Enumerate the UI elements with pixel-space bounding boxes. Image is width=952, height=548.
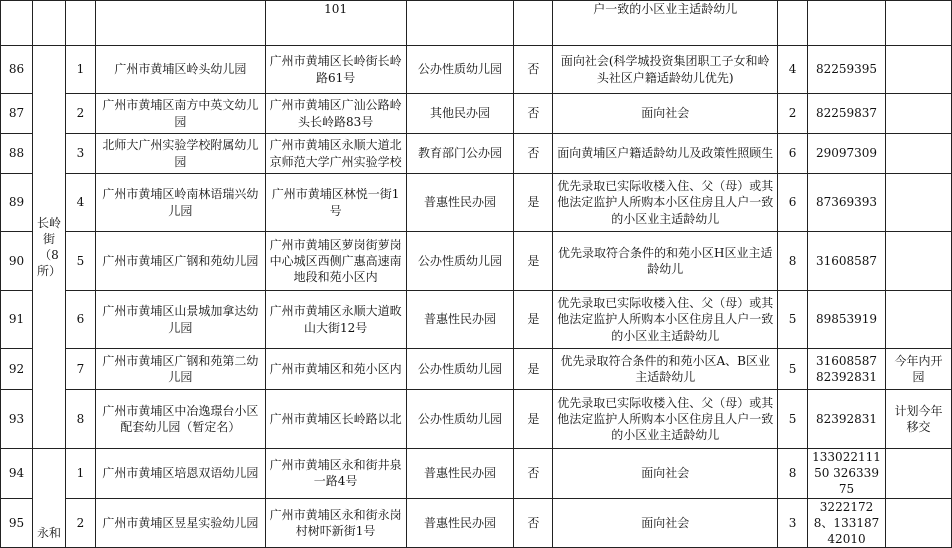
cell-address: 广州市黄埔区永顺大道北京师范大学广州实验学校 [265,134,406,174]
cell-seq: 8 [65,390,95,449]
cell-name: 广州市黄埔区岭头幼儿园 [95,46,265,94]
cell-note [885,46,951,94]
cell-type: 普惠性民办园 [406,449,514,499]
cell-no: 88 [1,134,33,174]
cell-address: 广州市黄埔区萝岗街萝岗中心城区西侧广惠高速南地段和苑小区内 [265,232,406,291]
cell-boarding: 是 [514,174,553,232]
cell-address: 广州市黄埔区长岭路以北 [265,390,406,449]
cell-name: 广州市黄埔区培恩双语幼儿园 [95,449,265,499]
cell-phone: 82259395 [808,46,886,94]
cell-no: 95 [1,498,33,548]
cell-address: 广州市黄埔区永和街永岗村树吓新街1号 [265,498,406,548]
cell-classes: 6 [778,134,808,174]
cell-type: 公办性质幼儿园 [406,349,514,390]
cell-policy: 面向社会(科学城投资集团职工子女和岭头社区户籍适龄幼儿优先) [553,46,778,94]
street-cell-yonghe: 永和 [32,449,65,548]
cell-no: 89 [1,174,33,232]
cell-address: 广州市黄埔区长岭街长岭路61号 [265,46,406,94]
cell-phone: 82259837 [808,94,886,134]
cell-boarding: 是 [514,349,553,390]
cell-no: 93 [1,390,33,449]
cell-no: 94 [1,449,33,499]
cell-type: 公办性质幼儿园 [406,46,514,94]
cell-no: 87 [1,94,33,134]
cell-address: 101 [265,1,406,46]
cell-classes: 3 [778,498,808,548]
cell-classes [778,1,808,46]
cell-note: 计划今年移交 [885,390,951,449]
cell-boarding: 否 [514,449,553,499]
cell-classes: 5 [778,390,808,449]
cell-address: 广州市黄埔区和苑小区内 [265,349,406,390]
cell-name: 广州市黄埔区广钢和苑第二幼儿园 [95,349,265,390]
cell-type: 普惠性民办园 [406,498,514,548]
cell-type [406,1,514,46]
cell-name: 广州市黄埔区中冶逸璟台小区配套幼儿园（暂定名） [95,390,265,449]
cell-boarding: 否 [514,498,553,548]
cell-type: 普惠性民办园 [406,291,514,349]
cell-name: 广州市黄埔区昱星实验幼儿园 [95,498,265,548]
cell-type: 公办性质幼儿园 [406,232,514,291]
cell-no [1,1,33,46]
cell-name: 北师大广州实验学校附属幼儿园 [95,134,265,174]
cell-policy: 面向社会 [553,449,778,499]
cell-seq: 1 [65,46,95,94]
cell-phone: 32221728、13318742010 [808,498,886,548]
cell-phone: 31608587 82392831 [808,349,886,390]
cell-seq: 2 [65,94,95,134]
table-row [1,498,952,548]
cell-name: 广州市黄埔区南方中英文幼儿园 [95,94,265,134]
cell-address: 广州市黄埔区广汕公路岭头长岭路83号 [265,94,406,134]
cell-boarding: 是 [514,291,553,349]
cell-note [885,498,951,548]
cell-name: 广州市黄埔区岭南林语瑞兴幼儿园 [95,174,265,232]
cell-classes: 5 [778,349,808,390]
cell-address: 广州市黄埔区永顺大道畋山大街12号 [265,291,406,349]
cell-phone [808,1,886,46]
cell-phone: 31608587 [808,232,886,291]
table-row [1,291,952,349]
cell-note [885,174,951,232]
table-row [1,174,952,232]
cell-address: 广州市黄埔区永和街井泉一路4号 [265,449,406,499]
cell-seq: 4 [65,174,95,232]
cell-phone: 87369393 [808,174,886,232]
cell-classes: 5 [778,291,808,349]
cell-street [32,1,65,46]
cell-policy: 优先录取已实际收楼入住、父（母）或其他法定监护人所购本小区住房且人户一致的小区业主适龄幼儿 [553,390,778,449]
cell-policy: 优先录取符合条件的和苑小区H区业主适龄幼儿 [553,232,778,291]
cell-boarding [514,1,553,46]
cell-note [885,94,951,134]
cell-policy: 面向社会 [553,498,778,548]
cell-no: 91 [1,291,33,349]
cell-policy: 优先录取已实际收楼入住、父（母）或其他法定监护人所购本小区住房且人户一致的小区业主适龄幼儿 [553,291,778,349]
cell-seq [65,1,95,46]
cell-no: 86 [1,46,33,94]
table-row [1,349,952,390]
table-row [1,134,952,174]
cell-policy: 优先录取符合条件的和苑小区A、B区业主适龄幼儿 [553,349,778,390]
cell-address: 广州市黄埔区林悦一街1号 [265,174,406,232]
cell-note [885,1,951,46]
cell-boarding: 否 [514,94,553,134]
cell-boarding: 是 [514,232,553,291]
cell-type: 教育部门公办园 [406,134,514,174]
cell-type: 公办性质幼儿园 [406,390,514,449]
cell-phone: 13302211150 32633975 [808,449,886,499]
cell-phone: 29097309 [808,134,886,174]
table-row-top [1,1,952,46]
cell-policy: 面向社会 [553,94,778,134]
cell-phone: 82392831 [808,390,886,449]
cell-type: 普惠性民办园 [406,174,514,232]
table-row [1,449,952,499]
cell-note [885,134,951,174]
cell-classes: 8 [778,449,808,499]
cell-policy: 优先录取已实际收楼入住、父（母）或其他法定监护人所购本小区住房且人户一致的小区业主适龄幼儿 [553,174,778,232]
cell-boarding: 是 [514,390,553,449]
cell-classes: 6 [778,174,808,232]
cell-seq: 6 [65,291,95,349]
cell-no: 92 [1,349,33,390]
table-row [1,390,952,449]
cell-seq: 7 [65,349,95,390]
cell-boarding: 否 [514,134,553,174]
cell-seq: 3 [65,134,95,174]
cell-seq: 5 [65,232,95,291]
cell-classes: 8 [778,232,808,291]
table-row [1,94,952,134]
street-cell-changling: 长岭街（8所） [32,46,65,449]
cell-policy: 户一致的小区业主适龄幼儿 [553,1,778,46]
cell-policy: 面向黄埔区户籍适龄幼儿及政策性照顾生 [553,134,778,174]
cell-seq: 2 [65,498,95,548]
table-row [1,232,952,291]
cell-note [885,449,951,499]
cell-note [885,232,951,291]
cell-boarding: 否 [514,46,553,94]
table-row [1,46,952,94]
cell-no: 90 [1,232,33,291]
cell-classes: 4 [778,46,808,94]
cell-classes: 2 [778,94,808,134]
cell-type: 其他民办园 [406,94,514,134]
cell-note: 今年内开园 [885,349,951,390]
cell-name [95,1,265,46]
cell-seq: 1 [65,449,95,499]
cell-name: 广州市黄埔区山景城加拿达幼儿园 [95,291,265,349]
cell-name: 广州市黄埔区广钢和苑幼儿园 [95,232,265,291]
cell-note [885,291,951,349]
cell-phone: 89853919 [808,291,886,349]
table-body [1,1,952,548]
